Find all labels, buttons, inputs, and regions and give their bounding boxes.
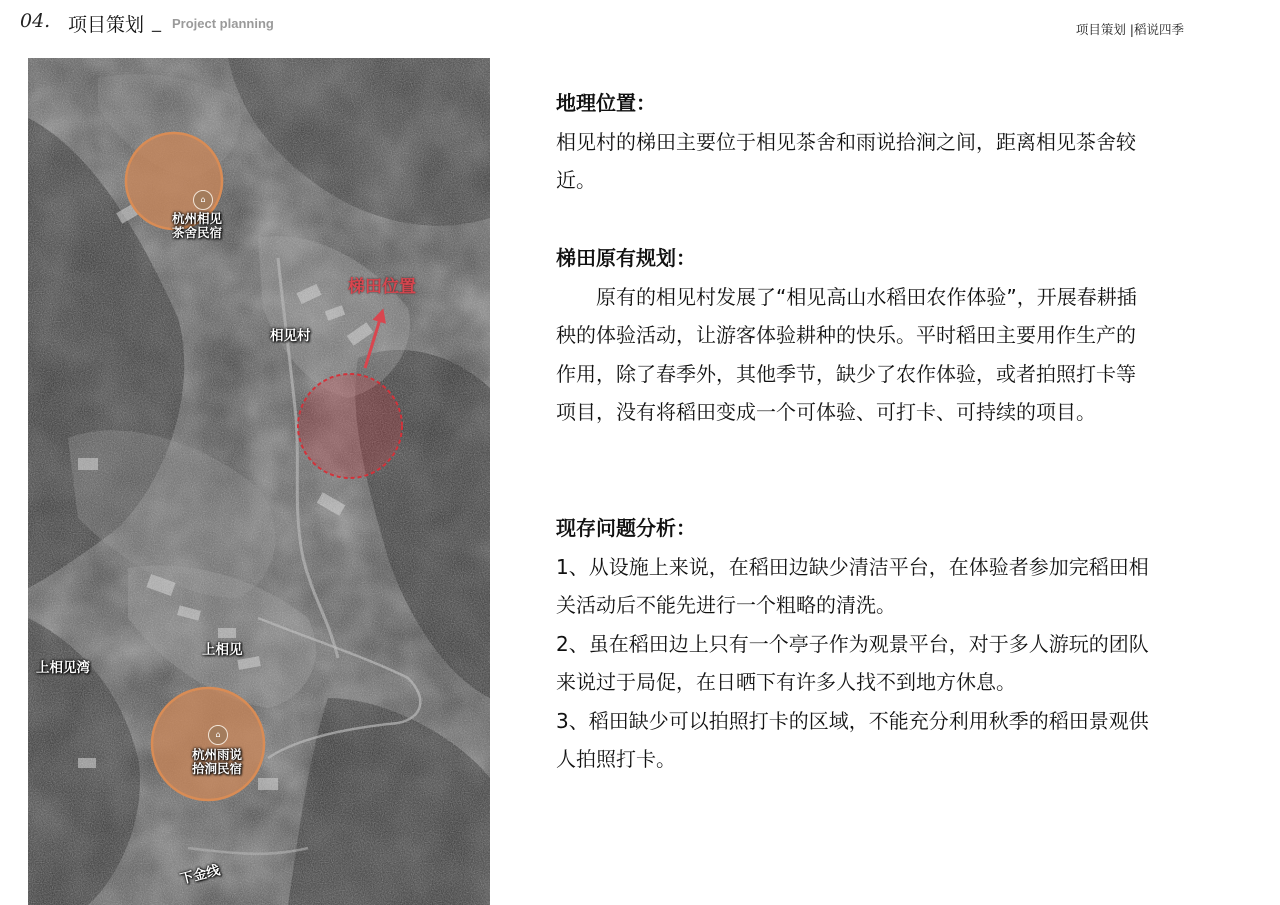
terrace-position-label: 梯田位置 (348, 277, 416, 297)
lodge-label-bottom (192, 748, 242, 777)
map-imagery (28, 58, 490, 905)
section-subtitle-en: Project planning (172, 16, 274, 31)
lodge-label-top (172, 212, 222, 241)
header-breadcrumb: 项目策划 |稻说四季 (1075, 22, 1184, 37)
section-problems (556, 509, 1156, 779)
bed-pin-icon: ⌂ (208, 725, 228, 745)
lodge-label-bottom-line1: 杭州雨说 (192, 747, 243, 762)
section-number: 04. (20, 10, 51, 32)
upper-bay-label: 上相见湾 (36, 660, 90, 676)
problem-item-3: 3、稻田缺少可以拍照打卡的区域，不能充分利用秋季的稻田景观供人拍照打卡。 (556, 708, 1149, 771)
road-label: 下金线 (178, 862, 222, 888)
upper-xiangjian-label: 上相见 (202, 642, 243, 658)
section-geo (556, 84, 1156, 200)
heading-problems: 现存问题分析： (556, 516, 696, 540)
lodge-label-top-line1: 杭州相见 (172, 211, 223, 226)
section-original-plan (556, 239, 1156, 432)
bed-pin-icon: ⌂ (193, 190, 213, 210)
lodge-label-top-line2: 茶舍民宿 (172, 225, 223, 241)
heading-original-plan: 梯田原有规划： (556, 246, 696, 270)
title-separator: _ (152, 12, 161, 33)
terrace-circle (298, 374, 402, 478)
paragraph-geo: 相见村的梯田主要位于相见茶舍和雨说拾涧之间，距离相见茶舍较近。 (556, 129, 1136, 192)
paragraph-original-plan: 原有的相见村发展了“相见高山水稻田农作体验”，开展春耕插秧的体验活动，让游客体验耕种的快乐。平时稻田主要用作生产的作用，除了春季外，其他季节，缺少了农作体验，或者拍照打卡等项目，没有将稻田变成一个可体验、可打卡、可持续的项目。 (556, 284, 1137, 424)
problem-item-2: 2、虽在稻田边上只有一个亭子作为观景平台，对于多人游玩的团队来说过于局促，在日晒下有许多人找不到地方休息。 (556, 631, 1149, 694)
heading-geo: 地理位置： (556, 91, 656, 115)
lodge-circle-bottom (152, 688, 264, 800)
lodge-label-bottom-line2: 拾涧民宿 (192, 761, 243, 777)
section-title: 项目策划 (68, 14, 145, 36)
problem-item-1: 1、从设施上来说，在稻田边缺少清洁平台，在体验者参加完稻田相关活动后不能先进行一个粗略的清洗。 (556, 554, 1149, 617)
village-label: 相见村 (270, 328, 311, 344)
satellite-map (28, 58, 490, 905)
